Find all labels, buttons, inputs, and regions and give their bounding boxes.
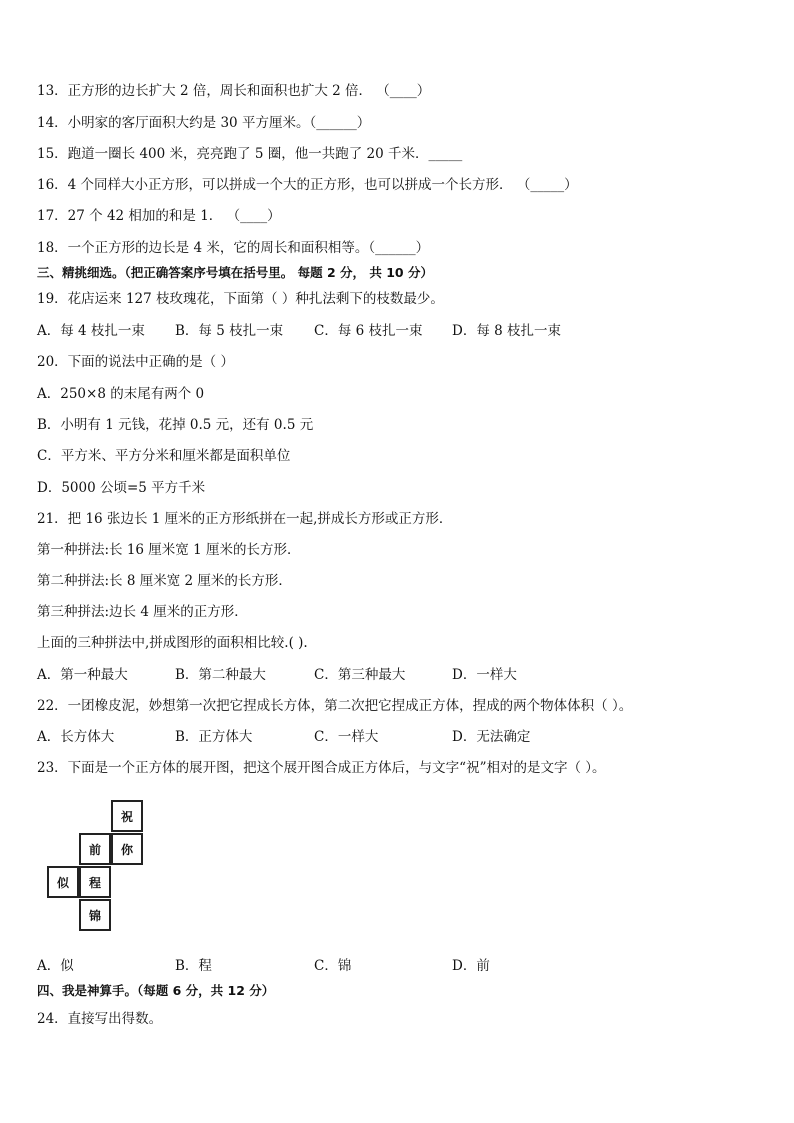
option-c: C．第三种最大 (314, 667, 406, 683)
option-a: A．长方体大 (37, 729, 115, 745)
question-19-options (37, 322, 737, 340)
net-cell-si: 似 (47, 866, 79, 898)
question-19-stem: 19．花店运来 127 枝玫瑰花，下面第（ ）种扎法剩下的枝数最少。 (37, 291, 444, 307)
net-cell-cheng: 程 (79, 866, 111, 898)
question-15: 15．跑道一圈长 400 米，亮亮跑了 5 圈，他一共跑了 20 千米．_____ (37, 146, 463, 162)
option-b: B．程 (175, 958, 212, 974)
question-23-options (37, 957, 737, 975)
option-b: B．每 5 枝扎一束 (175, 323, 284, 339)
option-d: D．无法确定 (452, 729, 531, 745)
question-23-stem: 23．下面是一个正方体的展开图，把这个展开图合成正方体后，与文字“祝”相对的是文字（ ）。 (37, 760, 606, 776)
question-21-stem: 21．把 16 张边长 1 厘米的正方形纸拼在一起,拼成长方形或正方形． (37, 511, 453, 527)
method-1: 第一种拼法:长 16 厘米宽 1 厘米的长方形． (37, 542, 301, 558)
option-a: A．似 (37, 958, 74, 974)
option-d: D．一样大 (452, 667, 517, 683)
question-24: 24．直接写出得数。 (37, 1011, 163, 1027)
net-cell-ni: 你 (111, 833, 143, 865)
net-cell-zhu: 祝 (111, 800, 143, 832)
method-3: 第三种拼法:边长 4 厘米的正方形． (37, 604, 248, 620)
cube-net-figure (45, 796, 155, 936)
question-21-ask: 上面的三种拼法中,拼成图形的面积相比较.( ). (37, 635, 308, 651)
question-14: 14．小明家的客厅面积大约是 30 平方厘米。（______） (37, 115, 371, 131)
question-21-options (37, 666, 737, 684)
option-a: A．每 4 枝扎一束 (37, 323, 145, 339)
question-20-option-b: B．小明有 1 元钱，花掉 0.5 元，还有 0.5 元 (37, 417, 314, 433)
option-c: C．锦 (314, 958, 352, 974)
question-20-stem: 20．下面的说法中正确的是（ ） (37, 354, 234, 370)
option-d: D．每 8 枝扎一束 (452, 323, 561, 339)
option-d: D．前 (452, 958, 490, 974)
question-22-stem: 22．一团橡皮泥，妙想第一次把它捏成长方体，第二次把它捏成正方体，捏成的两个物体体积（ ）。 (37, 698, 633, 714)
option-c: C．一样大 (314, 729, 379, 745)
question-16: 16．4 个同样大小正方形，可以拼成一个大的正方形，也可以拼成一个长方形． （_____） (37, 177, 578, 193)
question-13: 13．正方形的边长扩大 2 倍，周长和面积也扩大 2 倍． （____） (37, 83, 431, 99)
option-c: C．每 6 枝扎一束 (314, 323, 423, 339)
question-20-option-d: D．5000 公顷=5 平方千米 (37, 480, 206, 496)
section-4-heading: 四、我是神算手。（每题 6 分，共 12 分） (37, 983, 275, 998)
option-a: A．第一种最大 (37, 667, 128, 683)
question-20-option-c: C．平方米、平方分米和厘米都是面积单位 (37, 448, 291, 464)
method-2: 第二种拼法:长 8 厘米宽 2 厘米的长方形． (37, 573, 292, 589)
question-17: 17．27 个 42 相加的和是 1． （____） (37, 208, 281, 224)
option-b: B．第二种最大 (175, 667, 266, 683)
question-22-options (37, 728, 737, 746)
net-cell-jin: 锦 (79, 899, 111, 931)
net-cell-qian: 前 (79, 833, 111, 865)
section-3-heading: 三、精挑细选。（把正确答案序号填在括号里。 每题 2 分， 共 10 分） (37, 265, 433, 280)
option-b: B．正方体大 (175, 729, 253, 745)
question-20-option-a: A．250×8 的末尾有两个 0 (37, 386, 205, 402)
question-18: 18．一个正方形的边长是 4 米，它的周长和面积相等。（______） (37, 240, 430, 256)
